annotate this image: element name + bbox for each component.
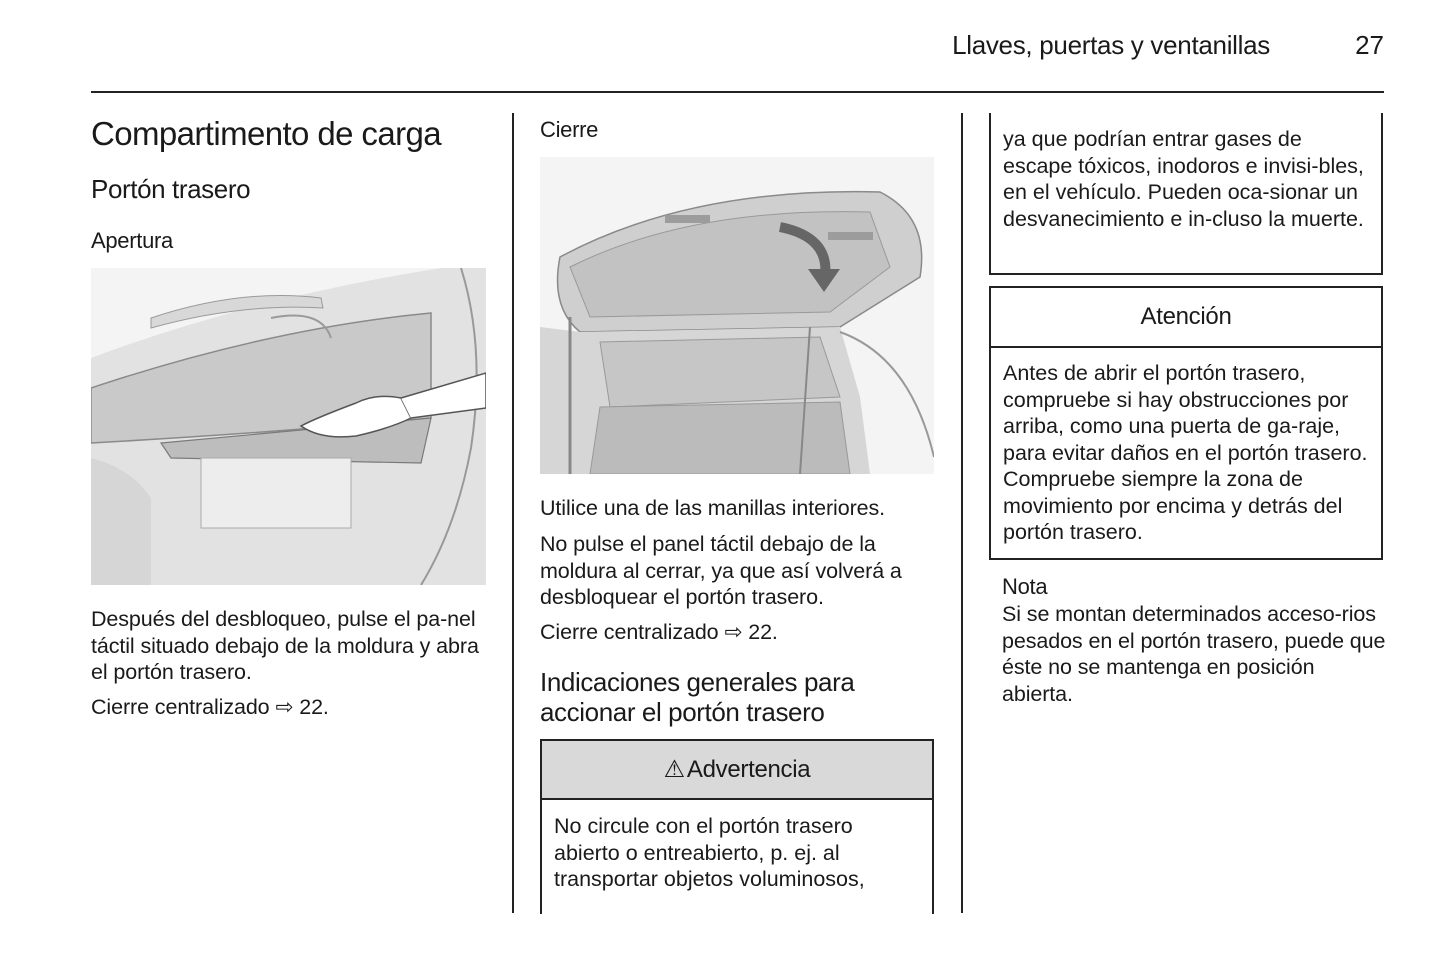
- xref-page[interactable]: 22.: [299, 695, 329, 719]
- xref-text: Cierre centralizado: [91, 695, 270, 719]
- note-text: Si se montan determinados acceso-rios pesados en el portón trasero, puede que éste no se mantenga en posición abierta.: [1002, 602, 1386, 706]
- warning-box: [540, 739, 934, 914]
- warning-triangle-icon: ⚠: [663, 756, 685, 783]
- column-divider-left: [512, 113, 514, 913]
- general-instructions-heading: Indicaciones generales para accionar el portón trasero: [540, 667, 855, 727]
- section-title: Compartimento de carga: [91, 115, 441, 152]
- attention-title: Atención: [1140, 303, 1232, 330]
- central-locking-reference: [91, 694, 491, 721]
- running-header-title: Llaves, puertas y ventanillas: [952, 30, 1270, 60]
- warning-title: Advertencia: [686, 755, 811, 783]
- subsubsection-title: Apertura: [91, 228, 173, 253]
- tailgate-handle-illustration: [91, 268, 486, 585]
- closing-paragraph-2: No pulse el panel táctil debajo de la moldura al cerrar, ya que así volverá a desbloquear el portón trasero.: [540, 532, 902, 609]
- warning-box-continued: [989, 113, 1383, 275]
- tailgate-closing-drawing: [540, 157, 934, 474]
- xref-arrow-icon: ⇨: [275, 695, 294, 719]
- closing-subsection-title: Cierre: [540, 117, 599, 142]
- xref-arrow-icon: ⇨: [724, 620, 743, 644]
- warning-text: No circule con el portón trasero abierto o entreabierto, p. ej. al transportar objetos voluminosos,: [554, 814, 865, 891]
- attention-header: [991, 288, 1381, 348]
- subsection-title: Portón trasero: [91, 174, 251, 204]
- page-number: 27: [1355, 30, 1384, 60]
- tailgate-handle-drawing: [91, 268, 486, 585]
- warning-header: [542, 741, 932, 800]
- tailgate-closing-illustration: [540, 157, 934, 474]
- xref-text: Cierre centralizado: [540, 620, 719, 644]
- warning-continued-text: ya que podrían entrar gases de escape tóxicos, inodoros e invisi-bles, en el vehículo. Pueden oca-sionar un desvanecimiento e in-cluso la muerte.: [1003, 127, 1364, 231]
- attention-text: Antes de abrir el portón trasero, compruebe si hay obstrucciones por arriba, como una puerta de ga-raje, para evitar daños en el portón trasero. Compruebe siempre la zona de movimiento por encima y detrás del portón trasero.: [1003, 361, 1368, 544]
- closing-central-locking-reference: [540, 619, 940, 646]
- opening-paragraph: Después del desbloqueo, pulse el pa-nel táctil situado debajo de la moldura y abra el portón trasero.: [91, 607, 479, 684]
- attention-box: [989, 286, 1383, 560]
- header-rule: [91, 91, 1384, 93]
- note-title: Nota: [1002, 574, 1048, 599]
- column-divider-right: [961, 113, 963, 913]
- xref-page[interactable]: 22.: [748, 620, 778, 644]
- closing-paragraph-1: Utilice una de las manillas interiores.: [540, 496, 886, 520]
